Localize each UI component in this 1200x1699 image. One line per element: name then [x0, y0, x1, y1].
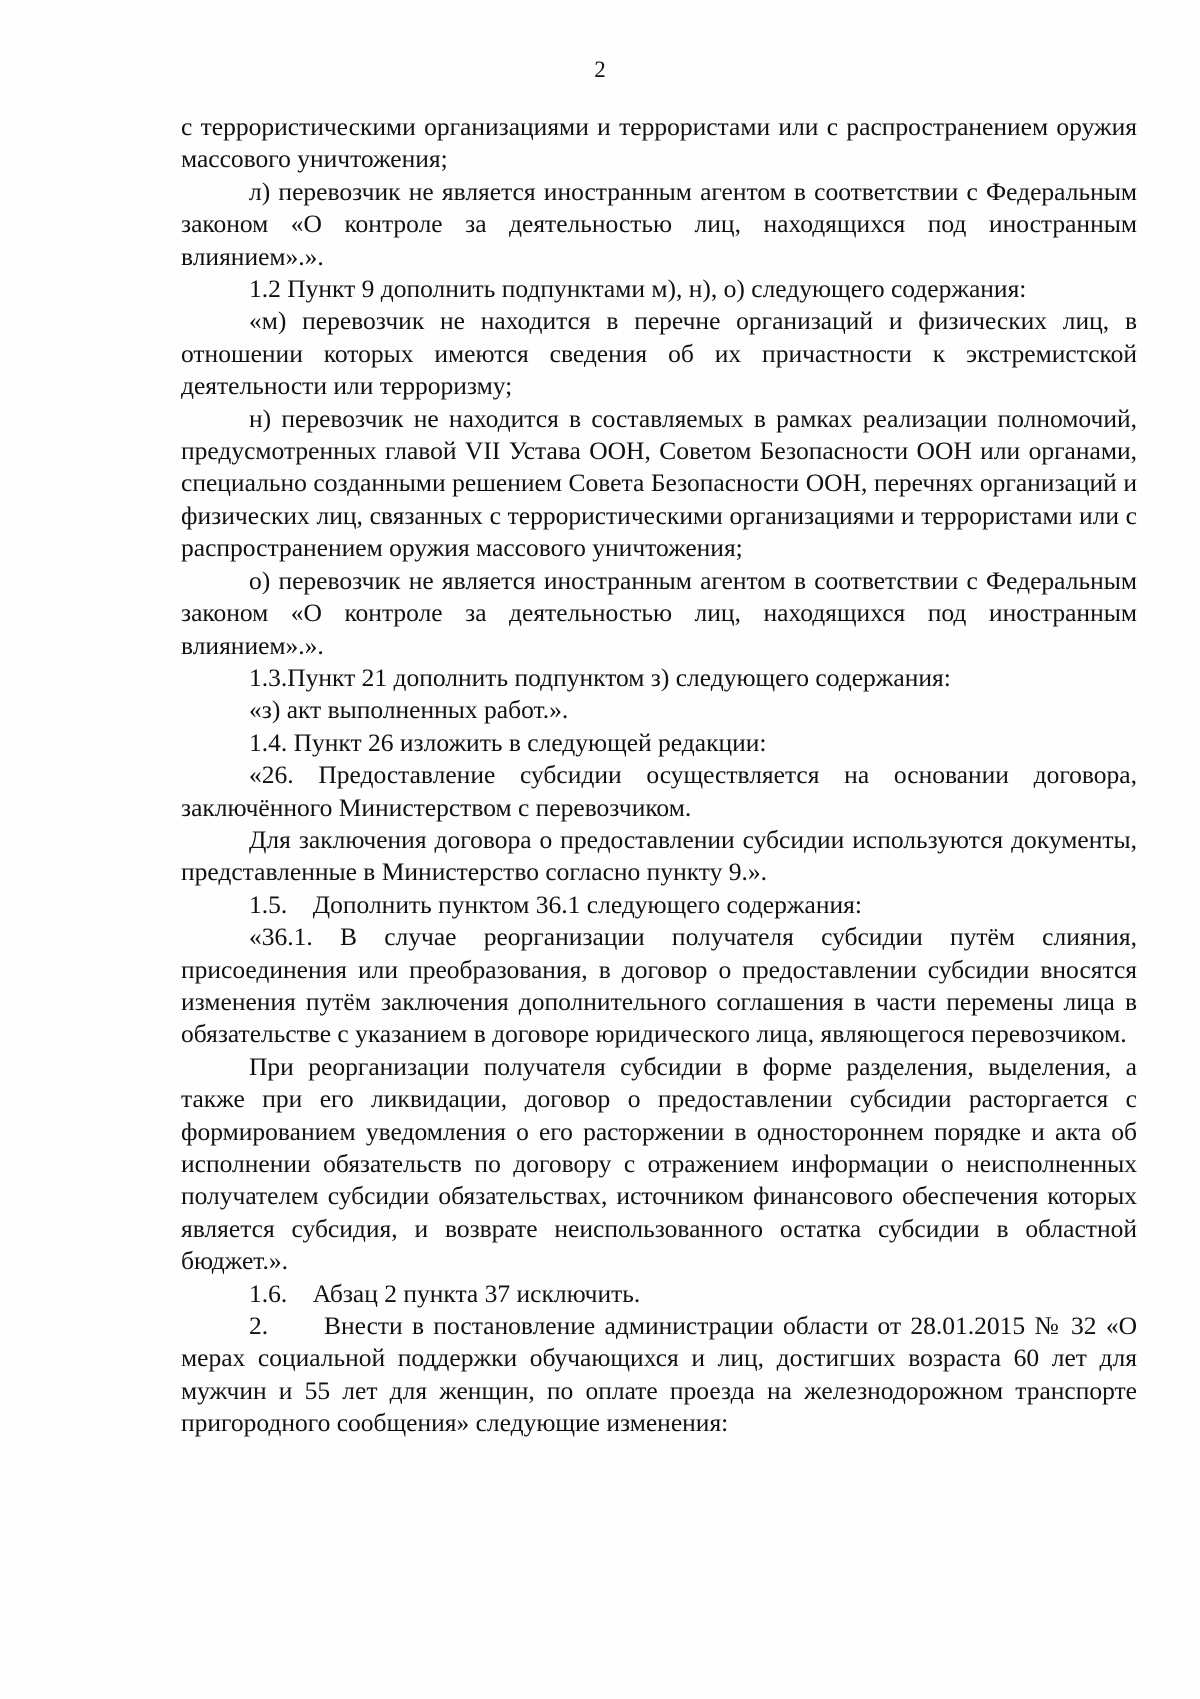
document-paragraph: 1.5. Дополнить пунктом 36.1 следующего содержания: [249, 889, 862, 919]
document-body [181, 111, 1144, 1440]
document-paragraph: «з) акт выполненных работ.». [249, 695, 569, 725]
page-number: 2 [594, 57, 606, 82]
document-paragraph: л) перевозчик не является иностранным агентом в соответствии с Федеральным законом «О контроле за деятельностью лиц, находящихся под иностранным влиянием».». [181, 176, 1144, 271]
document-paragraph: н) перевозчик не находится в составляемых в рамках реализации полномочий, предусмотренных главой VII Устава ООН, Советом Безопасности ООН или органами, специально созданными решением Совета Безопасности ООН, перечнях организаций и физических лиц, связанных с террористическими организациями и террористами или с распространением оружия массового уничтожения; [181, 403, 1144, 563]
document-paragraph: с террористическими организациями и террористами или с распространением оружия массового уничтожения; [181, 112, 1144, 174]
document-paragraph: При реорганизации получателя субсидии в форме разделения, выделения, а также при его ликвидации, договор о предоставлении субсидии расторгается с формированием уведомления о его расторжении в одностороннем порядке и акта об исполнении обязательств по договору с отражением информации о неисполненных получателем субсидии обязательствах, источником финансового обеспечения которых является субсидия, и возврате неиспользованного остатка субсидии в областной бюджет.». [181, 1051, 1144, 1276]
document-paragraph: Для заключения договора о предоставлении субсидии используются документы, представленные в Министерство согласно пункту 9.». [181, 824, 1144, 887]
document-paragraph: 1.2 Пункт 9 дополнить подпунктами м), н), о) следующего содержания: [249, 274, 1027, 304]
document-paragraph: 2. Внести в постановление администрации области от 28.01.2015 № 32 «О мерах социальной поддержки обучающихся и лиц, достигших возраста 60 лет для мужчин и 55 лет для женщин, по оплате проезда на железнодорожном транспорте пригородного сообщения» следующие изменения: [181, 1311, 1144, 1438]
document-paragraph: 1.6. Абзац 2 пункта 37 исключить. [249, 1278, 641, 1308]
document-paragraph: «26. Предоставление субсидии осуществляется на основании договора, заключённого Министерством с перевозчиком. [181, 760, 1144, 822]
document-paragraph: о) перевозчик не является иностранным агентом в соответствии с Федеральным законом «О контроле за деятельностью лиц, находящихся под иностранным влиянием».». [181, 565, 1144, 660]
document-paragraph: 1.4. Пункт 26 изложить в следующей редакции: [249, 727, 767, 757]
document-paragraph: «36.1. В случае реорганизации получателя субсидии путём слияния, присоединения или преобразования, в договор о предоставлении субсидии вносятся изменения путём заключения дополнительного соглашения в части перемены лица в обязательстве с указанием в договоре юридического лица, являющегося перевозчиком. [181, 922, 1144, 1049]
document-paragraph: «м) перевозчик не находится в перечне организаций и физических лиц, в отношении которых имеются сведения об их причастности к экстремистской деятельности или терроризму; [181, 306, 1144, 401]
document-paragraph: 1.3.Пункт 21 дополнить подпунктом з) следующего содержания: [249, 662, 951, 692]
